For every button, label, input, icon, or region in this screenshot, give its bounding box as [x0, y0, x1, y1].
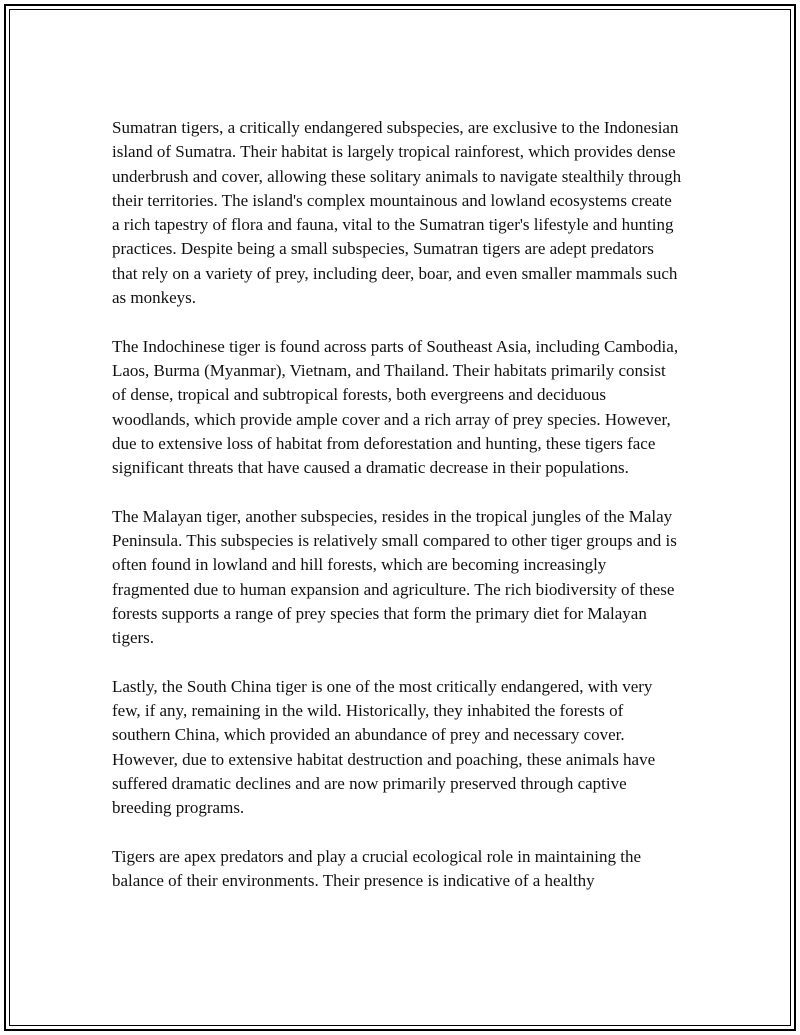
paragraph-apex-predators: Tigers are apex predators and play a crucial ecological role in maintaining the balance of their environments. Their presence is indicative of a healthy	[112, 846, 642, 891]
document-body	[112, 116, 682, 918]
paragraph-south-china-tiger: Lastly, the South China tiger is one of the most critically endangered, with very few, if any, remaining in the wild. Historically, they inhabited the forests of southern China, which provided an abundance of prey and necessary cover. However, due to extensive habitat destruction and poaching, these animals have suffered dramatic declines and are now primarily preserved through captive breeding programs.	[112, 676, 656, 818]
paragraph-sumatran-tiger: Sumatran tigers, a critically endangered subspecies, are exclusive to the Indonesian island of Sumatra. Their habitat is largely tropical rainforest, which provides dense underbrush and cover, allowing these solitary animals to navigate stealthily through their territories. The island's complex mountainous and lowland ecosystems create a rich tapestry of flora and fauna, vital to the Sumatran tiger's lifestyle and hunting practices. Despite being a small subspecies, Sumatran tigers are adept predators that rely on a variety of prey, including deer, boar, and even smaller mammals such as monkeys.	[112, 118, 682, 308]
paragraph-indochinese-tiger: The Indochinese tiger is found across parts of Southeast Asia, including Cambodia, Laos, Burma (Myanmar), Vietnam, and Thailand. Their habitats primarily consist of dense, tropical and subtropical forests, both evergreens and deciduous woodlands, which provide ample cover and a rich array of prey species. However, due to extensive loss of habitat from deforestation and hunting, these tigers face significant threats that have caused a dramatic decrease in their populations.	[112, 336, 679, 478]
paragraph-malayan-tiger: The Malayan tiger, another subspecies, resides in the tropical jungles of the Malay Peninsula. This subspecies is relatively small compared to other tiger groups and is often found in lowland and hill forests, which are becoming increasingly fragmented due to human expansion and agriculture. The rich biodiversity of these forests supports a range of prey species that form the primary diet for Malayan tigers.	[112, 506, 677, 648]
